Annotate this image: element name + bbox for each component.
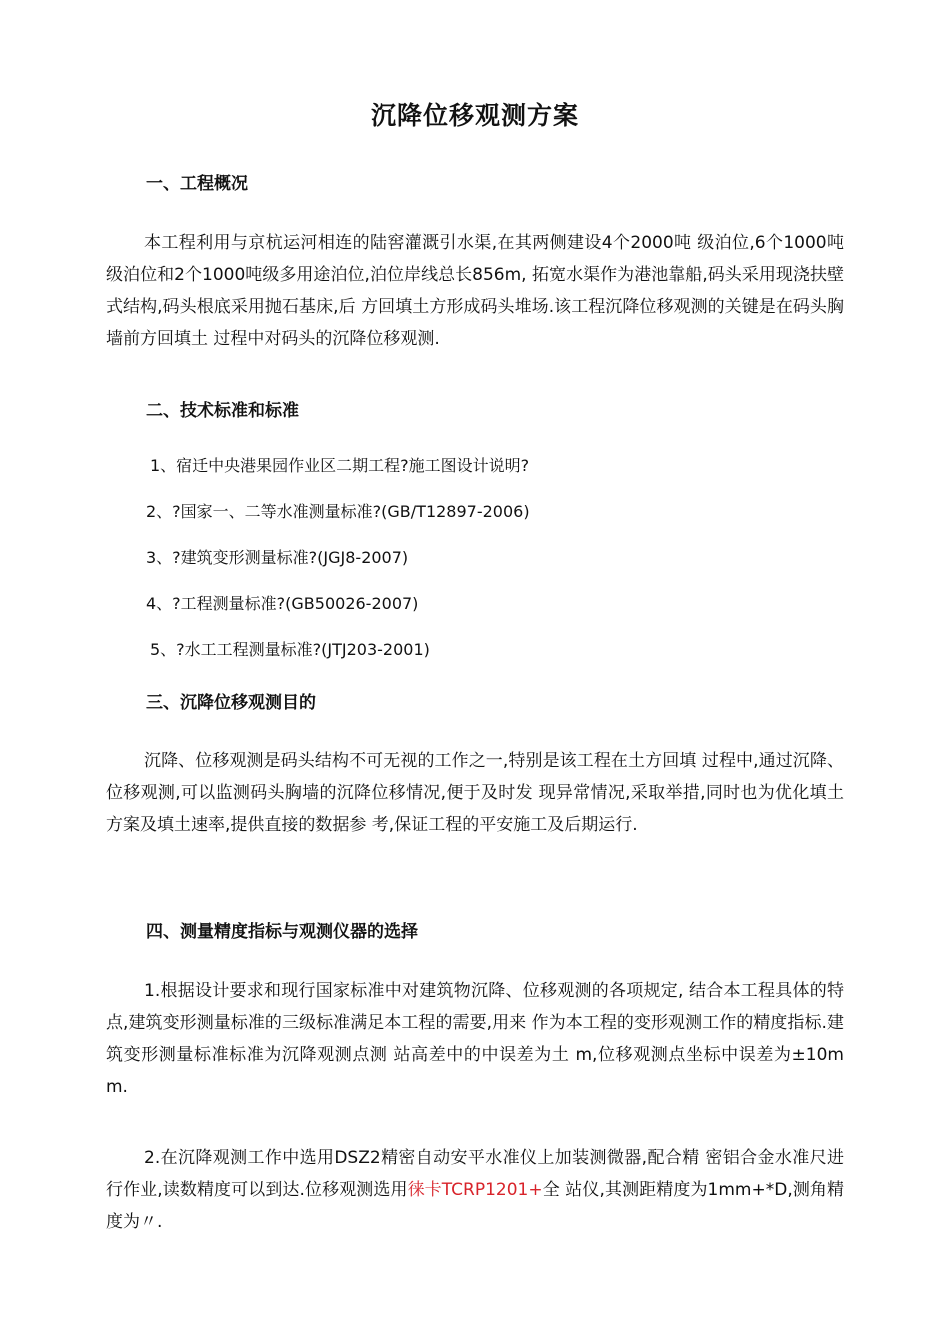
paragraph-text-before: 2.在沉降观测工作中选用DSZ2精密自动安平水准仪上加装测微器,配合精 密铝合金水准尺进行作业,读数精度可以到达.位移观测选用 bbox=[106, 1148, 844, 1200]
section-heading-precision: 四、测量精度指标与观测仪器的选择 bbox=[146, 922, 418, 942]
section-paragraph-precision-2 bbox=[106, 1142, 844, 1238]
instrument-highlight: 徕卡TCRP1201+ bbox=[407, 1180, 543, 1200]
section-heading-standards: 二、技术标准和标准 bbox=[146, 401, 299, 421]
standard-item-2: 2、?国家一、二等水准测量标准?(GB/T12897-2006) bbox=[146, 502, 530, 521]
section-paragraph-precision-1: 1.根据设计要求和现行国家标准中对建筑物沉降、位移观测的各项规定, 结合本工程具体的特点,建筑变形测量标准的三级标准满足本工程的需要,用来 作为本工程的变形观测工作的精度指标.建筑变形测量标准标准为沉降观测点测 站高差中的中误差为土 m,位移观测点坐标中误差为±10m m. bbox=[106, 981, 844, 1097]
standard-item-5: 5、?水工工程测量标准?(JTJ203-2001) bbox=[150, 640, 430, 659]
section-paragraph-overview: 本工程利用与京杭运河相连的陆窖灌溉引水渠,在其两侧建设4个2000吨 级泊位,6个1000吨级泊位和2个1000吨级多用途泊位,泊位岸线总长856m, 拓宽水渠作为港池靠船,码头采用现浇扶壁式结构,码头根底采用抛石基床,后 方回填土方形成码头堆场.该工程沉降位移观测的关键是在码头胸墙前方回填土 过程中对码头的沉降位移观测. bbox=[106, 233, 844, 349]
section-paragraph-purpose: 沉降、位移观测是码头结构不可无视的工作之一,特别是该工程在土方回填 过程中,通过沉降、位移观测,可以监测码头胸墙的沉降位移情况,便于及时发 现异常情况,采取举措,同时也为优化填土方案及填土速率,提供直接的数据参 考,保证工程的平安施工及后期运行. bbox=[106, 751, 844, 835]
document-title: 沉降位移观测方案 bbox=[370, 101, 579, 130]
standard-item-1: 1、宿迁中央港果园作业区二期工程?施工图设计说明? bbox=[150, 456, 530, 475]
section-heading-overview: 一、工程概况 bbox=[146, 174, 248, 194]
paragraph-text-after: 全 站仪,其测距精度为1mm+*D,测角精度为〃. bbox=[106, 1180, 845, 1232]
standard-item-4: 4、?工程测量标准?(GB50026-2007) bbox=[146, 594, 419, 613]
section-heading-purpose: 三、沉降位移观测目的 bbox=[146, 693, 316, 713]
standard-item-3: 3、?建筑变形测量标准?(JGJ8-2007) bbox=[146, 548, 409, 567]
